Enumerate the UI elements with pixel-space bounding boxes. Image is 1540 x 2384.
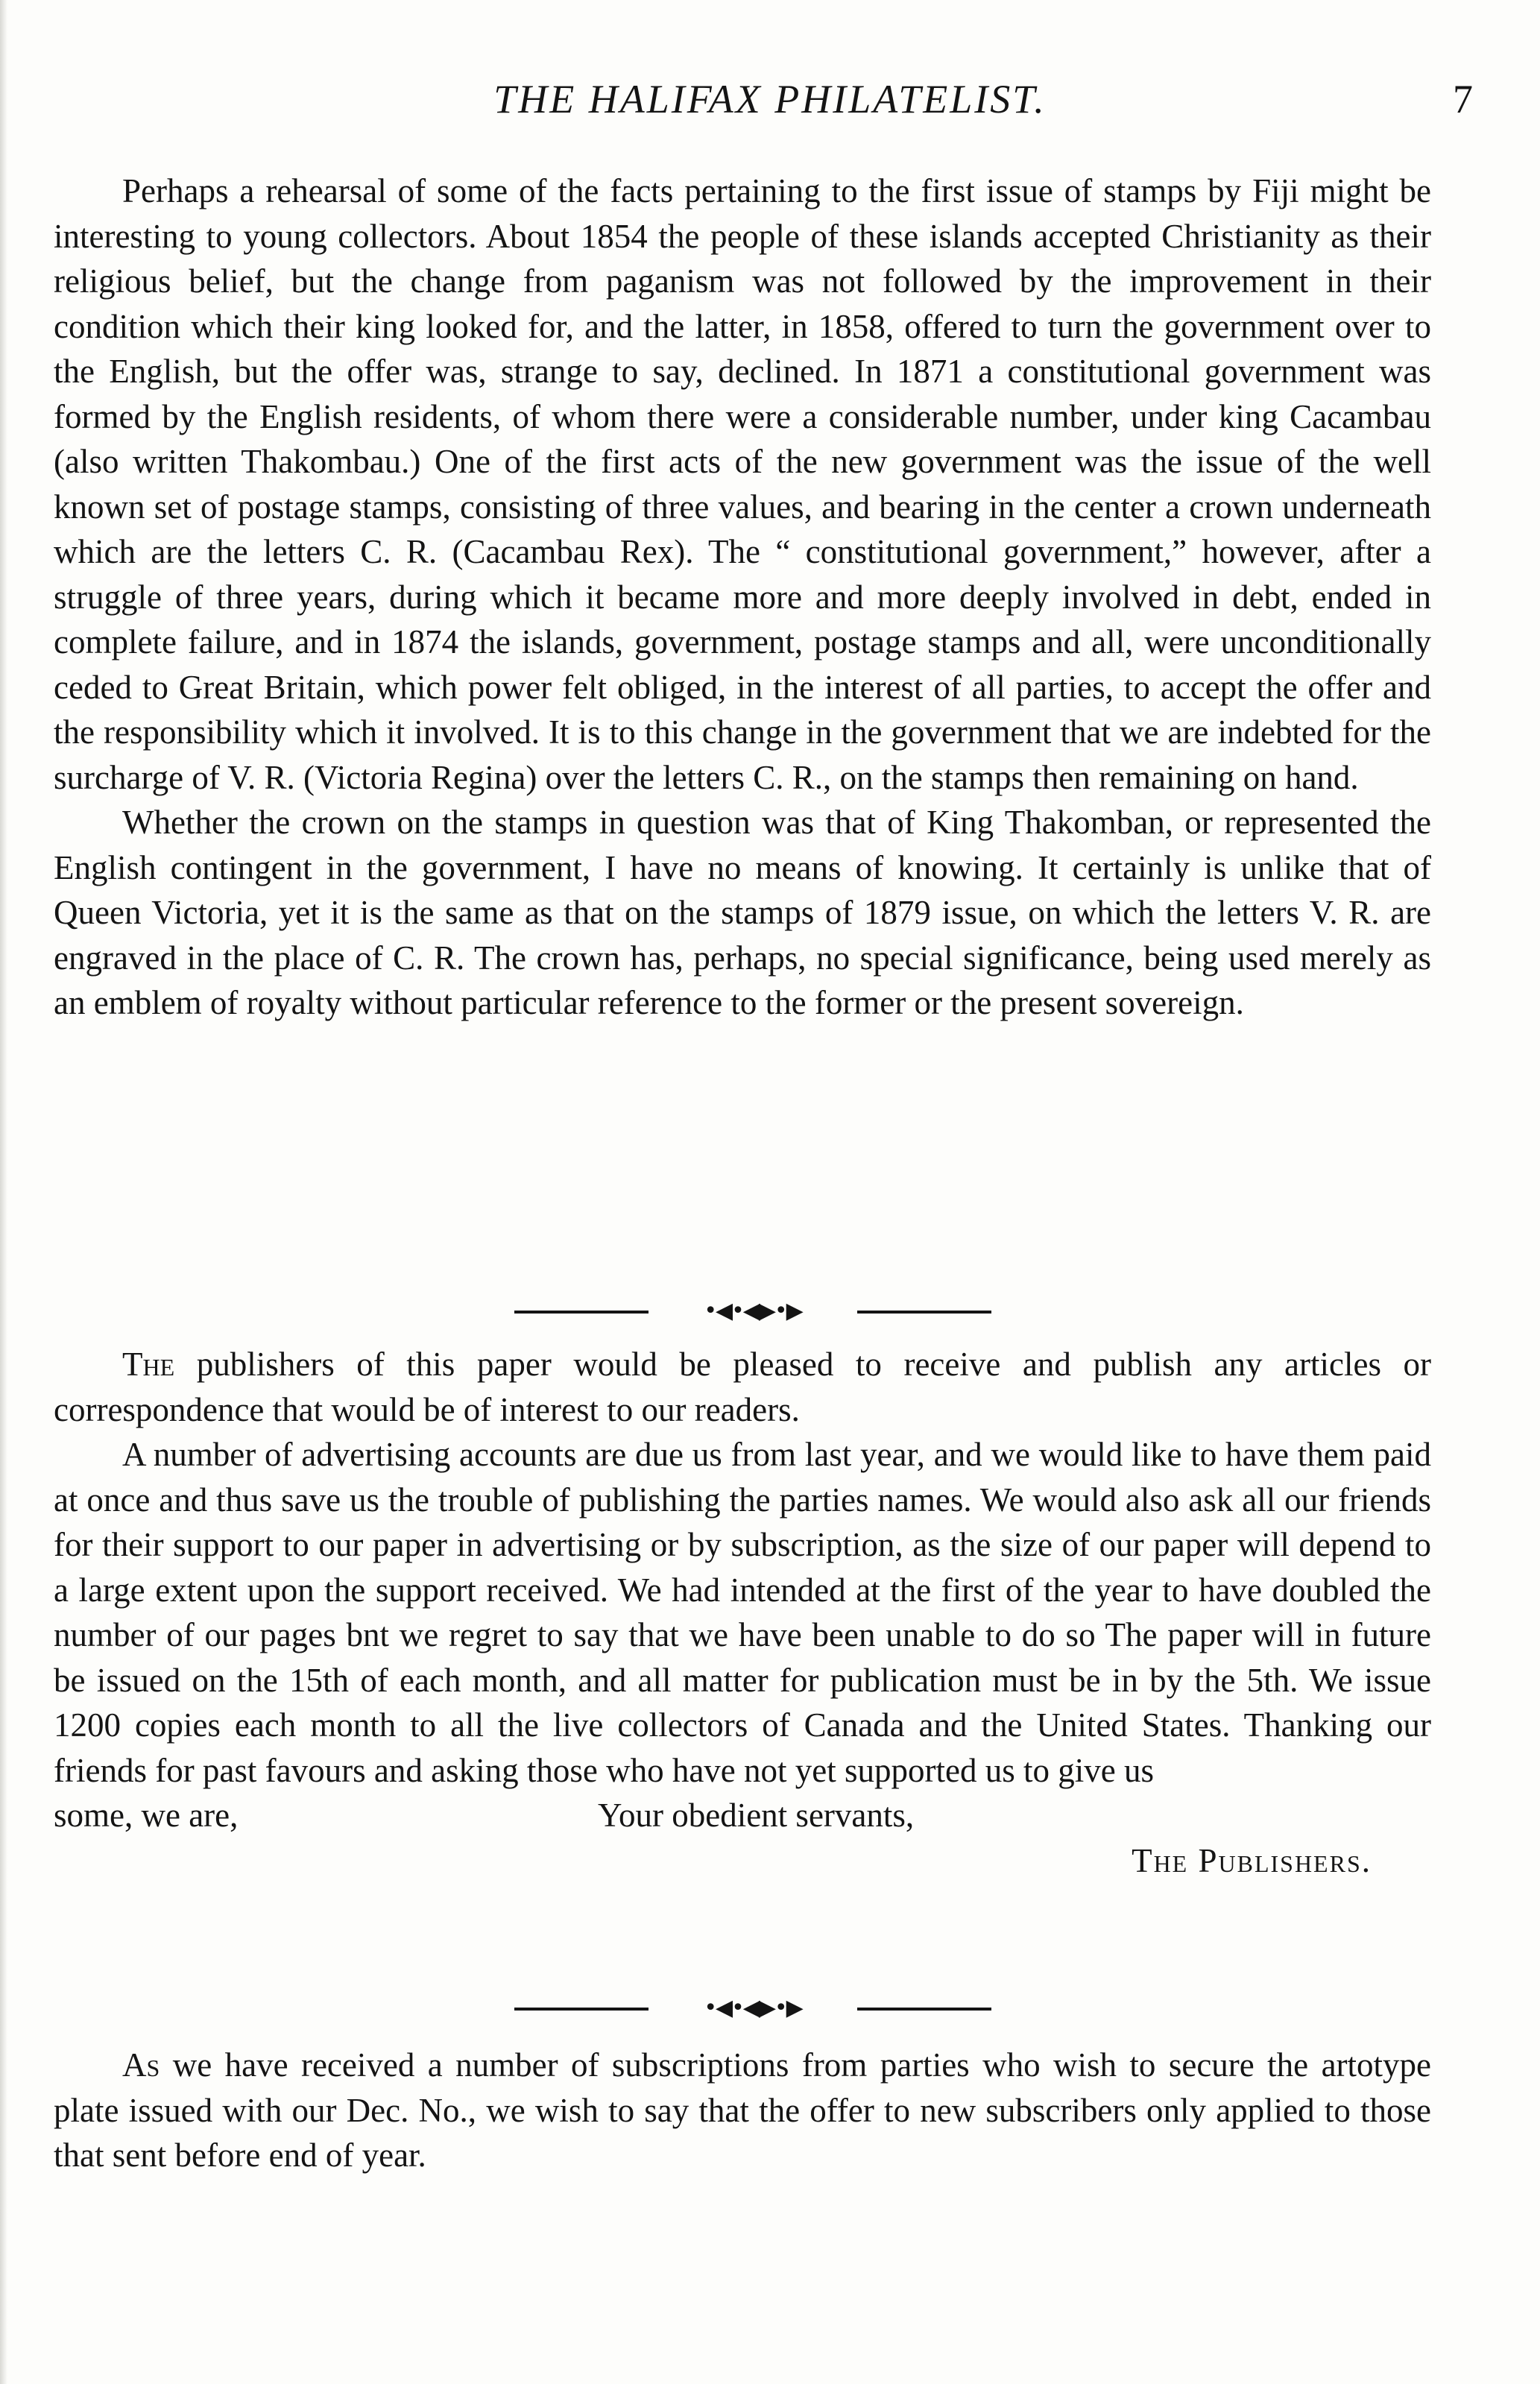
- notice-paragraph: [54, 1342, 1431, 1432]
- fiji-stamps-article: [54, 168, 1431, 1026]
- notice-text: publishers of this paper would be pleased to receive and publish any articles or correspondence that would be of interest to our readers.: [54, 1346, 1432, 1428]
- section-divider-ornament: [514, 1298, 991, 1324]
- article-paragraph: Whether the crown on the stamps in question was that of King Thakomban, or represented the English contingent in the government, I have no means of knowing. It certainly is unlike that of Queen Victoria, yet it is the same as that on the stamps of 1879 issue, on which the letters V. R. are engraved in the place of C. R. The crown has, perhaps, no special significance, being used merely as an emblem of royalty without particular reference to the former or the present sovereign.: [54, 804, 1431, 1021]
- notice-paragraph: [54, 2043, 1431, 2178]
- article-paragraph: Perhaps a rehearsal of some of the facts pertaining to the first issue of stamps by Fiji might be interesting to young collectors. About 1854 the people of these islands accepted Christianity as their religious belief, but the change from paganism was not followed by the improvement in their condition which their king looked for, and the latter, in 1858, offered to turn the government over to the English, but the offer was, strange to say, declined. In 1871 a constitutional government was formed by the English residents, of whom there were a considerable number, under king Cacambau (also written Thakombau.) One of the first acts of the new government was the issue of the well known set of postage stamps, consisting of three values, and bearing in the center a crown underneath which are the letters C. R. (Cacambau Rex). The “ constitutional government,” however, after a struggle of three years, during which it became more and more deeply involved in debt, ended in complete failure, and in 1874 the islands, government, postage stamps and all, were unconditionally ceded to Great Britain, which power felt obliged, in the interest of all parties, to accept the offer and the responsibility which it involved. It is to this change in the government that we are indebted for the surcharge of V. R. (Victoria Regina) over the letters C. R., on the stamps then remaining on hand.: [54, 172, 1431, 796]
- divider-rule-right: [857, 2008, 991, 2011]
- notice-lead-word: As: [122, 2046, 160, 2084]
- divider-rule-right: [857, 1311, 991, 1314]
- divider-rule-left: [514, 1311, 648, 1314]
- running-head: [52, 73, 1488, 125]
- valediction: Your obedient servants,: [598, 1797, 915, 1834]
- closing-line: [54, 1793, 1431, 1838]
- publishers-notice: [54, 1342, 1431, 1883]
- divider-rule-left: [514, 2008, 648, 2011]
- page-number: 7: [1453, 77, 1473, 122]
- section-divider-ornament: [514, 1995, 991, 2021]
- notice-paragraph: A number of advertising accounts are due us from last year, and we would like to have them paid at once and thus save us the trouble of publishing the parties names. We would also ask all our friends for their support to our paper in advertising or by subscription, as the size of our paper will depend to a large extent upon the support received. We had intended at the first of the year to have doubled the number of our pages bnt we regret to say that we have been unable to do so The paper will in future be issued on the 15th of each month, and all matter for publication must be in by the 5th. We issue 1200 copies each month to all the live collectors of Canada and the United States. Thanking our friends for past favours and asking those who have not yet supported us to give us: [54, 1436, 1431, 1789]
- notice-text: we have received a number of subscriptions from parties who wish to secure the artotype plate issued with our Dec. No., we wish to say that the offer to new subscribers only applied to those that sent before end of year.: [54, 2046, 1432, 2174]
- journal-title: THE HALIFAX PHILATELIST.: [493, 77, 1047, 122]
- divider-ornament-icon: •◀•◀▶•▶: [704, 1298, 802, 1324]
- closing-phrase: some, we are,: [54, 1797, 239, 1834]
- signature: The Publishers.: [1132, 1841, 1372, 1879]
- binding-edge-shadow: [0, 0, 7, 2384]
- notice-lead-word: The: [122, 1346, 175, 1383]
- divider-ornament-icon: •◀•◀▶•▶: [704, 1995, 802, 2021]
- artotype-notice: [54, 2043, 1431, 2178]
